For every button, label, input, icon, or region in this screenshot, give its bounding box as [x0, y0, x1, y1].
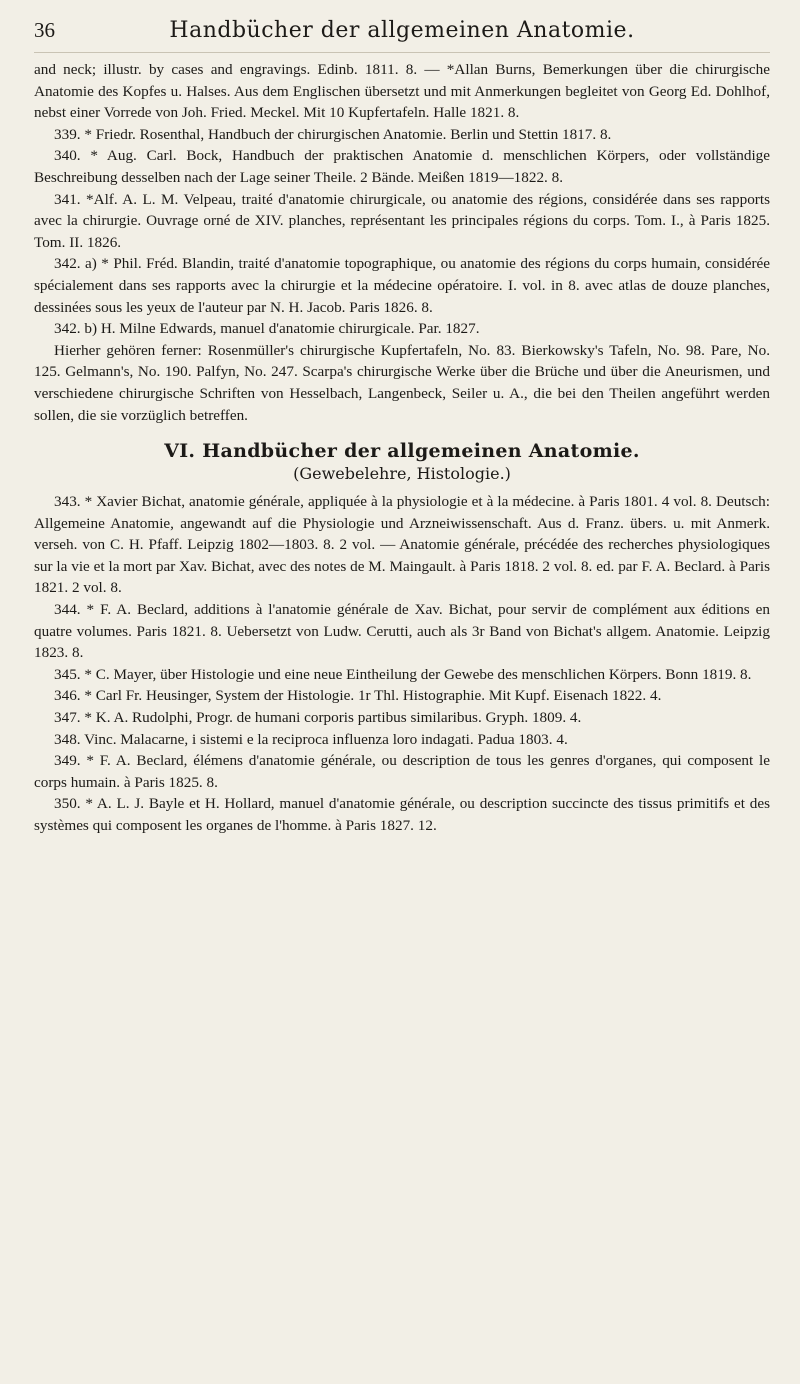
entry-344: 344. * F. A. Beclard, additions à l'anatomie générale de Xav. Bichat, pour servir de complément aux éditions en quatre volumes. Paris 1821. 8. Uebersetzt von Ludw. Cerutti, auch als 3r Band von Bichat's allgem. Anatomie. Leipzig 1823. 8.: [34, 601, 770, 662]
entry-347: 347. * K. A. Rudolphi, Progr. de humani corporis partibus similaribus. Gryph. 1809. 4.: [54, 709, 582, 727]
entry-341: 341. *Alf. A. L. M. Velpeau, traité d'anatomie chirurgicale, ou anatomie des régions, considérée dans ses rapports avec la chirurgie. Ouvrage orné de XIV. planches, représentant les principales régions du corps. Tom. I., à Paris 1825. Tom. II. 1826.: [34, 190, 770, 251]
page-header: [34, 18, 770, 53]
section-title: VI. Handbücher der allgemeinen Anatomie.: [164, 440, 640, 463]
entry-339: 339. * Friedr. Rosenthal, Handbuch der chirurgischen Anatomie. Berlin und Stettin 1817. 8.: [54, 125, 612, 143]
section-subtitle: (Gewebelehre, Histologie.): [293, 464, 511, 484]
page-number: 36: [34, 18, 55, 42]
entry-342b: 342. b) H. Milne Edwards, manuel d'anatomie chirurgicale. Par. 1827.: [54, 320, 480, 338]
entry-349: 349. * F. A. Beclard, élémens d'anatomie générale, ou description de tous les genres d'organes, qui composent le corps humain. à Paris 1825. 8.: [34, 752, 770, 791]
entry-338-continued: and neck; illustr. by cases and engravings. Edinb. 1811. 8. — *Allan Burns, Bemerkungen über die chirurgische Anatomie des Kopfes u. Halses. Aus dem Englischen übersetzt und mit Anmerkungen begleitet von Georg Ed. Dohlhof, nebst einer Vorrede von Joh. Fried. Meckel. Mit 10 Kupfertafeln. Halle 1821. 8.: [34, 61, 770, 122]
entry-340: 340. * Aug. Carl. Bock, Handbuch der praktischen Anatomie d. menschlichen Körpers, oder vollständige Beschreibung desselben nach der Lage seiner Theile. 2 Bände. Meißen 1819—1822. 8.: [34, 147, 770, 186]
running-title: Handbücher der allgemeinen Anatomie.: [169, 18, 635, 43]
entry-345: 345. * C. Mayer, über Histologie und eine neue Eintheilung der Gewebe des menschlichen Körpers. Bonn 1819. 8.: [54, 665, 752, 683]
entry-348: 348. Vinc. Malacarne, i sistemi e la reciproca influenza loro indagati. Padua 1803. 4.: [54, 730, 568, 748]
entry-342a: 342. a) * Phil. Fréd. Blandin, traité d'anatomie topographique, ou anatomie des régions du corps humain, considérée spécialement dans ses rapports avec la chirurgie et la médecine opératoire. I. vol. in 8. avec atlas de douze planches, dessinées sous les yeux de l'auteur par N. H. Jacob. Paris 1826. 8.: [34, 255, 770, 316]
entry-350: 350. * A. L. J. Bayle et H. Hollard, manuel d'anatomie générale, ou description succincte des tissus primitifs et des systèmes qui composent les organes de l'homme. à Paris 1827. 12.: [34, 795, 770, 834]
entry-343: 343. * Xavier Bichat, anatomie générale, appliquée à la physiologie et à la médecine. à Paris 1801. 4 vol. 8. Deutsch: Allgemeine Anatomie, angewandt auf die Physiologie und Arzneiwissenschaft. Aus d. Franz. übers. u. mit Anmerk. verseh. von C. H. Pfaff. Leipzig 1802—1803. 8. 2 vol. — Anatomie générale, précédée des recherches physiologiques sur la vie et la mort par Xav. Bichat, avec des notes de M. Maingault. à Paris 1818. 2 vol. 8. ed. par F. A. Beclard. à Paris 1821. 2 vol. 8.: [34, 493, 770, 597]
entry-346: 346. * Carl Fr. Heusinger, System der Histologie. 1r Thl. Histographie. Mit Kupf. Eisenach 1822. 4.: [54, 687, 662, 705]
entry-further-references: Hierher gehören ferner: Rosenmüller's chirurgische Kupfertafeln, No. 83. Bierkowsky's Tafeln, No. 98. Pare, No. 125. Gelmann's, No. 190. Palfyn, No. 247. Scarpa's chirurgische Werke über die Brüche und über die Aneurismen, und verschiedene chirurgische Schriften von Hesselbach, Langenbeck, Seiler u. A., die bei den Theilen angeführt werden sollen, die sie vorzüglich betreffen.: [34, 341, 770, 424]
